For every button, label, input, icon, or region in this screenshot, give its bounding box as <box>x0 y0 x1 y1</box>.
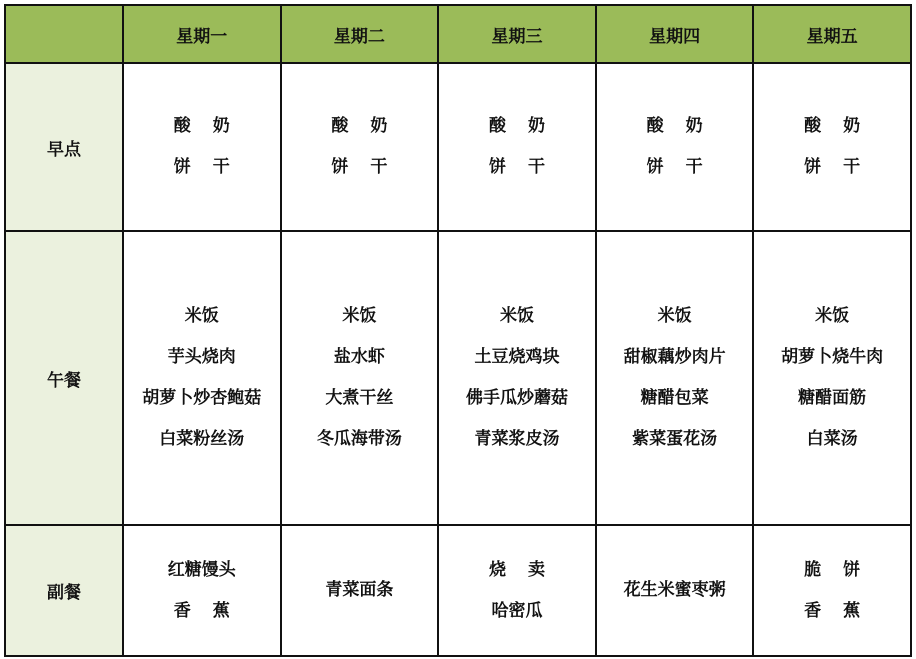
dish-item: 饼干 <box>804 157 883 177</box>
menu-cell <box>123 63 281 231</box>
dish-item: 酸奶 <box>173 116 252 136</box>
dish-item: 糖醋包菜 <box>640 388 709 408</box>
menu-cell <box>123 231 281 525</box>
dish-item: 饼干 <box>173 157 252 177</box>
dish-item: 香蕉 <box>804 600 883 621</box>
menu-cell <box>753 525 911 656</box>
dish-item: 白菜汤 <box>806 429 858 449</box>
dish-item: 饼干 <box>646 157 725 177</box>
corner-cell <box>5 5 123 63</box>
menu-cell <box>438 525 596 656</box>
dish-item: 脆饼 <box>804 559 883 580</box>
dish-item: 烧卖 <box>488 559 567 580</box>
dish-item: 盐水虾 <box>333 347 385 367</box>
menu-cell <box>281 63 439 231</box>
dish-item: 甜椒藕炒肉片 <box>623 347 726 367</box>
menu-cell <box>281 525 439 656</box>
meal-label-lunch: 午餐 <box>5 231 123 525</box>
menu-cell <box>123 525 281 656</box>
dish-item: 红糖馒头 <box>167 559 236 580</box>
dish-item: 胡萝卜炒杏鲍菇 <box>142 388 262 408</box>
dish-item: 酸奶 <box>331 116 410 136</box>
dish-item: 酸奶 <box>646 116 725 136</box>
day-header-tue: 星期二 <box>281 5 439 63</box>
dish-item: 青菜面条 <box>325 580 394 600</box>
dish-item: 花生米蜜枣粥 <box>623 580 726 600</box>
weekly-menu-table <box>4 4 912 657</box>
dish-item: 土豆烧鸡块 <box>474 347 560 367</box>
dish-item: 冬瓜海带汤 <box>316 429 402 449</box>
dish-item: 酸奶 <box>488 116 567 136</box>
dish-item: 芋头烧肉 <box>167 347 236 367</box>
dish-item: 饼干 <box>488 157 567 177</box>
header-row <box>5 5 911 63</box>
day-header-mon: 星期一 <box>123 5 281 63</box>
dish-item: 米饭 <box>499 306 534 326</box>
menu-cell <box>596 525 754 656</box>
dish-item: 饼干 <box>331 157 410 177</box>
meal-label-side: 副餐 <box>5 525 123 656</box>
dish-item: 米饭 <box>657 306 692 326</box>
menu-cell <box>753 63 911 231</box>
table-row-lunch <box>5 231 911 525</box>
dish-item: 紫菜蛋花汤 <box>632 429 718 449</box>
menu-cell <box>438 231 596 525</box>
dish-item: 米饭 <box>815 306 850 326</box>
table-row-side-meal <box>5 525 911 656</box>
menu-cell <box>596 231 754 525</box>
dish-item: 香蕉 <box>173 600 252 621</box>
dish-item: 米饭 <box>184 306 219 326</box>
menu-cell <box>596 63 754 231</box>
dish-item: 胡萝卜烧牛肉 <box>781 347 884 367</box>
dish-item: 哈密瓜 <box>491 600 543 621</box>
dish-item: 青菜浆皮汤 <box>474 429 560 449</box>
meal-label-breakfast: 早点 <box>5 63 123 231</box>
dish-item: 大煮干丝 <box>325 388 394 408</box>
day-header-wed: 星期三 <box>438 5 596 63</box>
menu-cell <box>281 231 439 525</box>
menu-cell <box>753 231 911 525</box>
dish-item: 糖醋面筋 <box>798 388 867 408</box>
dish-item: 米饭 <box>342 306 377 326</box>
menu-cell <box>438 63 596 231</box>
dish-item: 佛手瓜炒蘑菇 <box>465 388 568 408</box>
day-header-fri: 星期五 <box>753 5 911 63</box>
day-header-thu: 星期四 <box>596 5 754 63</box>
dish-item: 酸奶 <box>804 116 883 136</box>
dish-item: 白菜粉丝汤 <box>159 429 245 449</box>
table-row-breakfast <box>5 63 911 231</box>
